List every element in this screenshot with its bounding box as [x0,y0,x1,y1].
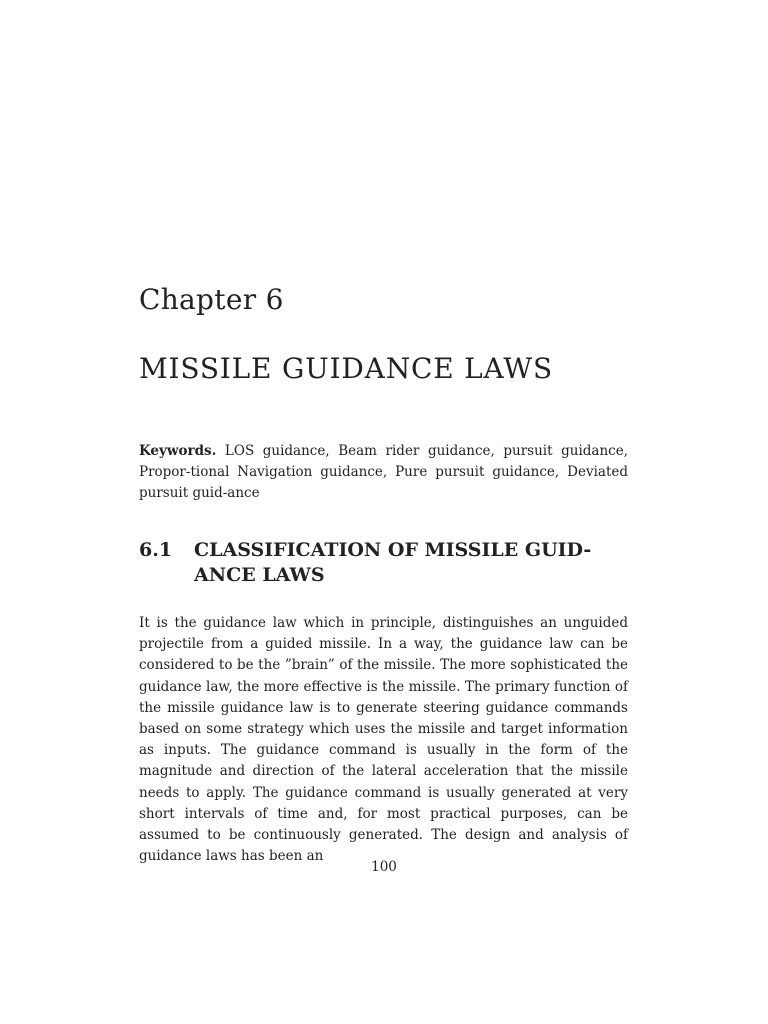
chapter-title: MISSILE GUIDANCE LAWS [139,352,553,385]
keywords-block [139,441,628,504]
keywords-label: Keywords. [139,443,217,459]
body-paragraph: It is the guidance law which in principle, distinguishes an unguided projectile from a guided missile. In a way, the guidance law can be considered to be the ”brain” of the missile. The more sophisticated the guidance law, the more effective is the missile. The primary function of the missile guidance law is to generate steering guidance commands based on some strategy which uses the missile and target information as inputs. The guidance command is usually in the form of the magnitude and direction of the lateral acceleration that the missile needs to apply. The guidance command is usually generated at very short intervals of time and, for most practical purposes, can be assumed to be continuously generated. The design and analysis of guidance laws has been an [139,615,628,865]
section-number: 6.1 [139,539,173,561]
section-heading [139,538,628,588]
chapter-label: Chapter 6 [139,283,284,316]
page-number: 100 [371,859,397,875]
section-title: CLASSIFICATION OF MISSILE GUID-ANCE LAWS [194,539,592,586]
keywords-text: LOS guidance, Beam rider guidance, pursuit guidance, Propor-tional Navigation guidance, Pure pursuit guidance, Deviated pursuit guid-ance [139,443,628,501]
